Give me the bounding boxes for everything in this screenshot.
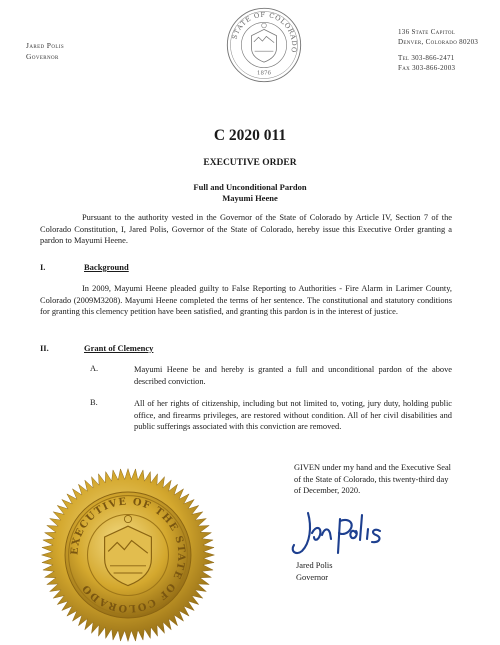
section-2-number: II. bbox=[40, 343, 49, 353]
intro-paragraph: Pursuant to the authority vested in the Governor of the State of Colorado by Article IV, Section 7 of the Colorado Constitution, I, Jared Polis, Governor of the State of Colorado, hereby issue this Executive Order granting a pardon to Mayumi Heene. bbox=[40, 213, 452, 245]
order-number: C 2020 011 bbox=[213, 127, 287, 144]
top-seal-ring-text: STATE OF COLORADO bbox=[230, 10, 299, 54]
section-2-title: Grant of Clemency bbox=[84, 343, 154, 353]
item-b-text: All of her rights of citizenship, including but not limited to, voting, jury duty, holding public office, and firearms privileges, are restored without condition. All of her civil disabilities and public sufferings associated with this conviction are removed. bbox=[134, 399, 452, 431]
item-a-text: Mayumi Heene be and hereby is granted a full and unconditional pardon of the above described conviction. bbox=[134, 365, 452, 386]
governor-header bbox=[26, 40, 64, 62]
state-of-colorado-seal bbox=[225, 6, 303, 84]
section-1-title: Background bbox=[84, 262, 129, 272]
subtitle-line-2: Mayumi Heene bbox=[222, 193, 278, 203]
gold-executive-seal bbox=[38, 465, 218, 645]
item-b-label: B. bbox=[90, 398, 98, 407]
governor-signature bbox=[288, 505, 388, 560]
signer-name: Jared Polis bbox=[296, 561, 333, 570]
subtitle-line-1: Full and Unconditional Pardon bbox=[193, 182, 307, 192]
address-line-1: 136 State Capitol bbox=[398, 28, 456, 36]
given-statement: GIVEN under my hand and the Executive Seal of the State of Colorado, this twenty-third day of December, 2020. bbox=[294, 463, 451, 495]
address-line-2: Denver, Colorado 80203 bbox=[398, 38, 479, 46]
fax: Fax 303-866-2003 bbox=[398, 64, 456, 72]
item-a-label: A. bbox=[90, 364, 99, 373]
governor-title: Governor bbox=[26, 52, 59, 61]
section-1-number: I. bbox=[40, 262, 46, 272]
office-address bbox=[398, 27, 478, 73]
telephone: Tel 303-866-2471 bbox=[398, 54, 455, 62]
background-paragraph: In 2009, Mayumi Heene pleaded guilty to False Reporting to Authorities - Fire Alarm in Larimer County, Colorado (2009M3208). Mayumi Heene completed the terms of her sentence. The constitutional and statutory conditions for granting this clemency petition have been satisfied, and granting this pardon is in the interest of justice. bbox=[40, 284, 452, 316]
top-seal-year: 1876 bbox=[257, 70, 271, 77]
signer-block bbox=[296, 560, 333, 583]
document-title: EXECUTIVE ORDER bbox=[203, 158, 297, 168]
signer-title: Governor bbox=[296, 572, 329, 582]
document-subtitle bbox=[0, 182, 500, 204]
governor-name: Jared Polis bbox=[26, 41, 65, 50]
gold-seal-ring-text: EXECUTIVE OF THE STATE OF COLORADO bbox=[69, 496, 187, 614]
